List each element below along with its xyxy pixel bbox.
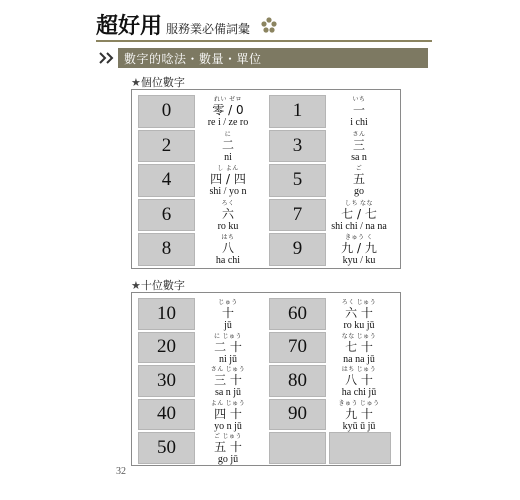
romaji-text: sa n — [351, 151, 367, 163]
furigana-text: はち じゅう — [341, 367, 377, 373]
number-cell: 50 — [138, 432, 195, 464]
kanji-text: 六 十 — [345, 306, 373, 320]
number-cell: 3 — [269, 130, 326, 163]
romaji-text: ro ku jū — [343, 320, 375, 331]
number-cell: 4 — [138, 164, 195, 197]
furigana-text: ご — [355, 166, 363, 172]
reading-cell — [329, 97, 389, 128]
reading-cell — [329, 401, 389, 432]
romaji-text: na na jū — [343, 353, 375, 365]
furigana-text: し よん — [217, 166, 239, 172]
page-header — [96, 10, 278, 40]
kanji-text: 二 — [221, 137, 234, 152]
reading-cell — [329, 235, 389, 266]
furigana-text: きゅう く — [344, 235, 373, 241]
kanji-text: 六 — [221, 206, 234, 221]
empty-reading-cell — [329, 432, 391, 464]
reading-cell — [329, 201, 389, 232]
furigana-text: はち — [221, 235, 235, 241]
section1-title: 個位數字 — [140, 76, 185, 89]
number-cell: 70 — [269, 332, 326, 364]
kanji-text: 三 十 — [214, 373, 242, 387]
kanji-text: 三 — [352, 137, 365, 152]
furigana-text: れい ゼロ — [213, 97, 242, 103]
romaji-text: ni jū — [218, 353, 238, 365]
reading-cell — [198, 334, 258, 365]
number-cell: 10 — [138, 298, 195, 330]
romaji-text: ni — [224, 151, 232, 163]
number-cell: 1 — [269, 95, 326, 128]
reading-cell — [329, 166, 389, 197]
furigana-text: ろく — [221, 200, 235, 207]
romaji-text: re i / ze ro — [207, 117, 249, 128]
romaji-text: go — [354, 186, 364, 197]
romaji-text: jū — [224, 320, 232, 331]
star-icon: ★ — [131, 76, 141, 89]
kanji-text: 一 — [352, 103, 365, 117]
reading-cell — [198, 97, 258, 128]
furigana-text: さん — [352, 131, 366, 138]
section2-title: 十位數字 — [140, 279, 185, 292]
furigana-text: よん じゅう — [210, 400, 246, 407]
number-cell: 9 — [269, 233, 326, 266]
number-cell: 5 — [269, 164, 326, 197]
romaji-text: ro ku — [217, 220, 239, 232]
section1-box — [131, 89, 401, 269]
kanji-text: 五 十 — [214, 440, 242, 454]
reading-cell — [329, 367, 389, 398]
kanji-text: 八 — [221, 241, 234, 255]
kanji-text: 二 十 — [214, 339, 242, 354]
number-cell: 20 — [138, 332, 195, 364]
reading-cell — [198, 132, 258, 163]
number-cell: 0 — [138, 95, 195, 128]
page-number: 32 — [116, 466, 126, 477]
furigana-text: じゅう — [218, 300, 238, 306]
number-cell: 6 — [138, 199, 195, 232]
furigana-text: きゅう じゅう — [338, 400, 380, 407]
romaji-text: ha chi jū — [341, 387, 377, 398]
section-banner — [96, 48, 428, 68]
romaji-text: shi / yo n — [209, 186, 247, 197]
reading-cell — [329, 334, 389, 365]
romaji-text: ha chi — [215, 255, 241, 266]
romaji-text: i chi — [350, 117, 368, 128]
empty-number-cell — [269, 432, 326, 464]
reading-cell — [198, 434, 258, 465]
reading-cell — [329, 132, 389, 163]
section2-heading — [131, 277, 185, 293]
romaji-text: shi chi / na na — [331, 220, 387, 232]
section2-box — [131, 292, 401, 466]
number-cell: 80 — [269, 365, 326, 397]
kanji-text: 四 十 — [214, 406, 242, 421]
kanji-text: 五 — [352, 172, 365, 186]
kanji-text: 七 十 — [345, 339, 373, 354]
reading-cell — [329, 300, 389, 331]
romaji-text: kyu / ku — [342, 255, 376, 266]
star-icon: ★ — [131, 279, 141, 292]
number-cell: 90 — [269, 399, 326, 431]
banner-text: 數字的唸法・數量・單位 — [124, 51, 262, 66]
romaji-text: kyū ū jū — [342, 420, 376, 432]
header-title-small: 服務業必備詞彙 — [166, 22, 251, 36]
furigana-text: に じゅう — [213, 333, 242, 340]
double-chevron-icon — [96, 48, 118, 68]
furigana-text: ろく じゅう — [341, 300, 377, 306]
furigana-text: いち — [352, 97, 366, 103]
romaji-text: yo n jū — [214, 420, 242, 432]
number-cell: 60 — [269, 298, 326, 330]
romaji-text: sa n jū — [214, 387, 242, 398]
kanji-text: 八 十 — [345, 373, 373, 387]
romaji-text: go jū — [217, 454, 239, 465]
reading-cell — [198, 401, 258, 432]
kanji-text: 九 / 九 — [341, 241, 377, 255]
number-cell: 7 — [269, 199, 326, 232]
furigana-text: しち なな — [344, 200, 373, 207]
number-cell: 8 — [138, 233, 195, 266]
flower-ornament-icon — [260, 16, 278, 38]
number-cell: 30 — [138, 365, 195, 397]
number-cell: 2 — [138, 130, 195, 163]
furigana-text: に — [224, 131, 232, 138]
furigana-text: ご じゅう — [213, 434, 242, 440]
reading-cell — [198, 235, 258, 266]
number-cell: 40 — [138, 399, 195, 431]
reading-cell — [198, 300, 258, 331]
kanji-text: 十 — [221, 306, 234, 320]
furigana-text: なな じゅう — [341, 333, 377, 340]
kanji-text: 零 / 0 — [212, 103, 244, 117]
furigana-text: さん じゅう — [210, 367, 246, 373]
reading-cell — [198, 201, 258, 232]
reading-cell — [198, 367, 258, 398]
header-title-big: 超好用 — [96, 14, 163, 39]
reading-cell — [198, 166, 258, 197]
kanji-text: 四 / 四 — [210, 172, 246, 186]
header-divider — [96, 40, 432, 42]
kanji-text: 九 十 — [345, 406, 373, 421]
section1-heading — [131, 74, 185, 90]
kanji-text: 七 / 七 — [341, 206, 377, 221]
